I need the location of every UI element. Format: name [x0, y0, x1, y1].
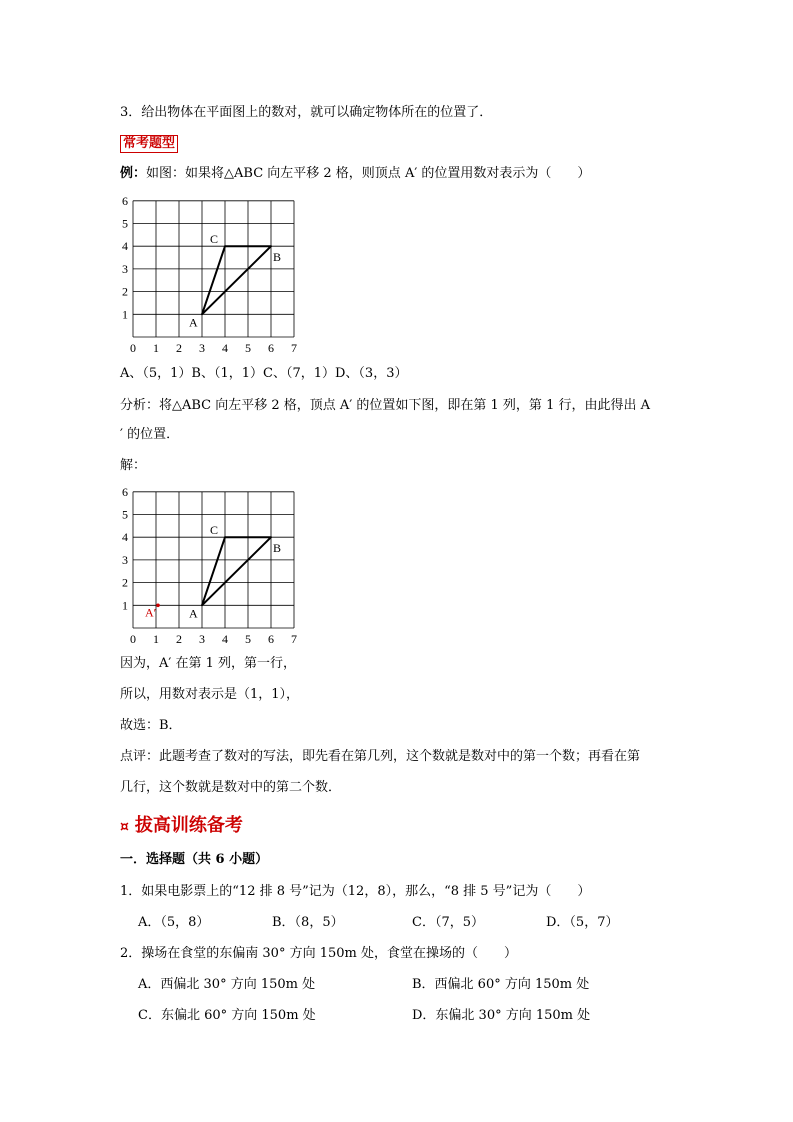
- y-tick-label: 2: [122, 284, 128, 299]
- x-tick-label: 4: [222, 632, 228, 646]
- x-tick-label: 1: [153, 341, 159, 355]
- x-tick-label: 0: [130, 341, 136, 355]
- question-1-option-a: A．（5，8）: [138, 915, 210, 930]
- frequent-question-tag: 常考题型: [120, 135, 178, 153]
- vertex-label-c: C: [210, 523, 219, 538]
- x-tick-label: 7: [291, 632, 297, 646]
- x-tick-label: 4: [222, 341, 228, 355]
- point-3-text: 3．给出物体在平面图上的数对，就可以确定物体所在的位置了．: [120, 105, 493, 120]
- x-tick-label: 6: [268, 341, 274, 355]
- section-heading: [120, 815, 243, 838]
- question-2-stem: 2．操场在食堂的东偏南 30° 方向 150m 处，食堂在操场的（ ）: [120, 946, 517, 961]
- y-tick-label: 6: [122, 484, 128, 499]
- vertex-label-b: B: [273, 250, 282, 265]
- x-tick-label: 5: [245, 341, 251, 355]
- x-tick-label: 3: [199, 632, 205, 646]
- vertex-label-c: C: [210, 232, 219, 247]
- y-tick-label: 3: [122, 552, 128, 567]
- x-tick-label: 2: [176, 341, 182, 355]
- x-tick-label: 0: [130, 632, 136, 646]
- y-tick-label: 4: [122, 530, 128, 545]
- question-2-option-a: A．西偏北 30° 方向 150m 处: [138, 977, 316, 992]
- x-tick-label: 2: [176, 632, 182, 646]
- example-question-text: 如图：如果将△ABC 向左平移 2 格，则顶点 A′ 的位置用数对表示为（ ）: [146, 166, 591, 181]
- y-tick-label: 3: [122, 261, 128, 276]
- a-prime-point: [156, 604, 160, 608]
- x-tick-label: 1: [153, 632, 159, 646]
- section-title: 拔高训练备考: [134, 815, 243, 836]
- so-text: 所以，用数对表示是（1，1），: [120, 687, 300, 702]
- comment-line-2: 几行，这个数就是数对中的第二个数．: [120, 780, 342, 795]
- because-text: 因为，A′ 在第 1 列，第一行，: [120, 656, 297, 671]
- x-tick-label: 6: [268, 632, 274, 646]
- y-tick-label: 4: [122, 239, 128, 254]
- question-1-option-c: C．（7，5）: [412, 915, 484, 930]
- question-1-stem: 1．如果电影票上的“12 排 8 号”记为（12，8），那么，“8 排 5 号”记为（ ）: [120, 884, 591, 899]
- question-2-option-d: D．东偏北 30° 方向 150m 处: [412, 1008, 591, 1023]
- section-bullet-icon: ¤: [120, 819, 129, 835]
- analysis-line-1: 分析：将△ABC 向左平移 2 格，顶点 A′ 的位置如下图，即在第 1 列，第 1 行，由此得出 A: [120, 398, 650, 413]
- y-tick-label: 1: [122, 307, 128, 322]
- vertex-label-b: B: [273, 541, 282, 556]
- comment-line-1: 点评：此题考查了数对的写法，即先看在第几列，这个数就是数对中的第一个数；再看在第: [120, 749, 641, 764]
- question-1-option-d: D．（5，7）: [546, 915, 619, 930]
- vertex-label-a: A: [189, 606, 198, 621]
- y-tick-label: 2: [122, 575, 128, 590]
- x-tick-label: 5: [245, 632, 251, 646]
- question-2-option-c: C．东偏北 60° 方向 150m 处: [138, 1008, 316, 1023]
- question-2-option-b: B．西偏北 60° 方向 150m 处: [412, 977, 590, 992]
- solution-label: 解：: [120, 458, 147, 473]
- x-tick-label: 3: [199, 341, 205, 355]
- example-prefix: 例：: [120, 166, 147, 181]
- y-tick-label: 6: [122, 193, 128, 208]
- answer-text: 故选：B．: [120, 718, 182, 733]
- choice-section-header: 一．选择题（共 6 小题）: [120, 852, 269, 867]
- analysis-line-2: ′ 的位置．: [120, 427, 180, 442]
- x-tick-label: 7: [291, 341, 297, 355]
- y-tick-label: 5: [122, 507, 128, 522]
- example-options: A、（5，1）B、（1，1）C、（7，1）D、（3，3）: [120, 366, 408, 381]
- triangle-abc: [202, 537, 271, 605]
- y-tick-label: 1: [122, 598, 128, 613]
- question-1-option-b: B．（8，5）: [272, 915, 344, 930]
- y-tick-label: 5: [122, 216, 128, 231]
- vertex-label-a: A: [189, 315, 198, 330]
- a-prime-label: A′: [145, 605, 157, 620]
